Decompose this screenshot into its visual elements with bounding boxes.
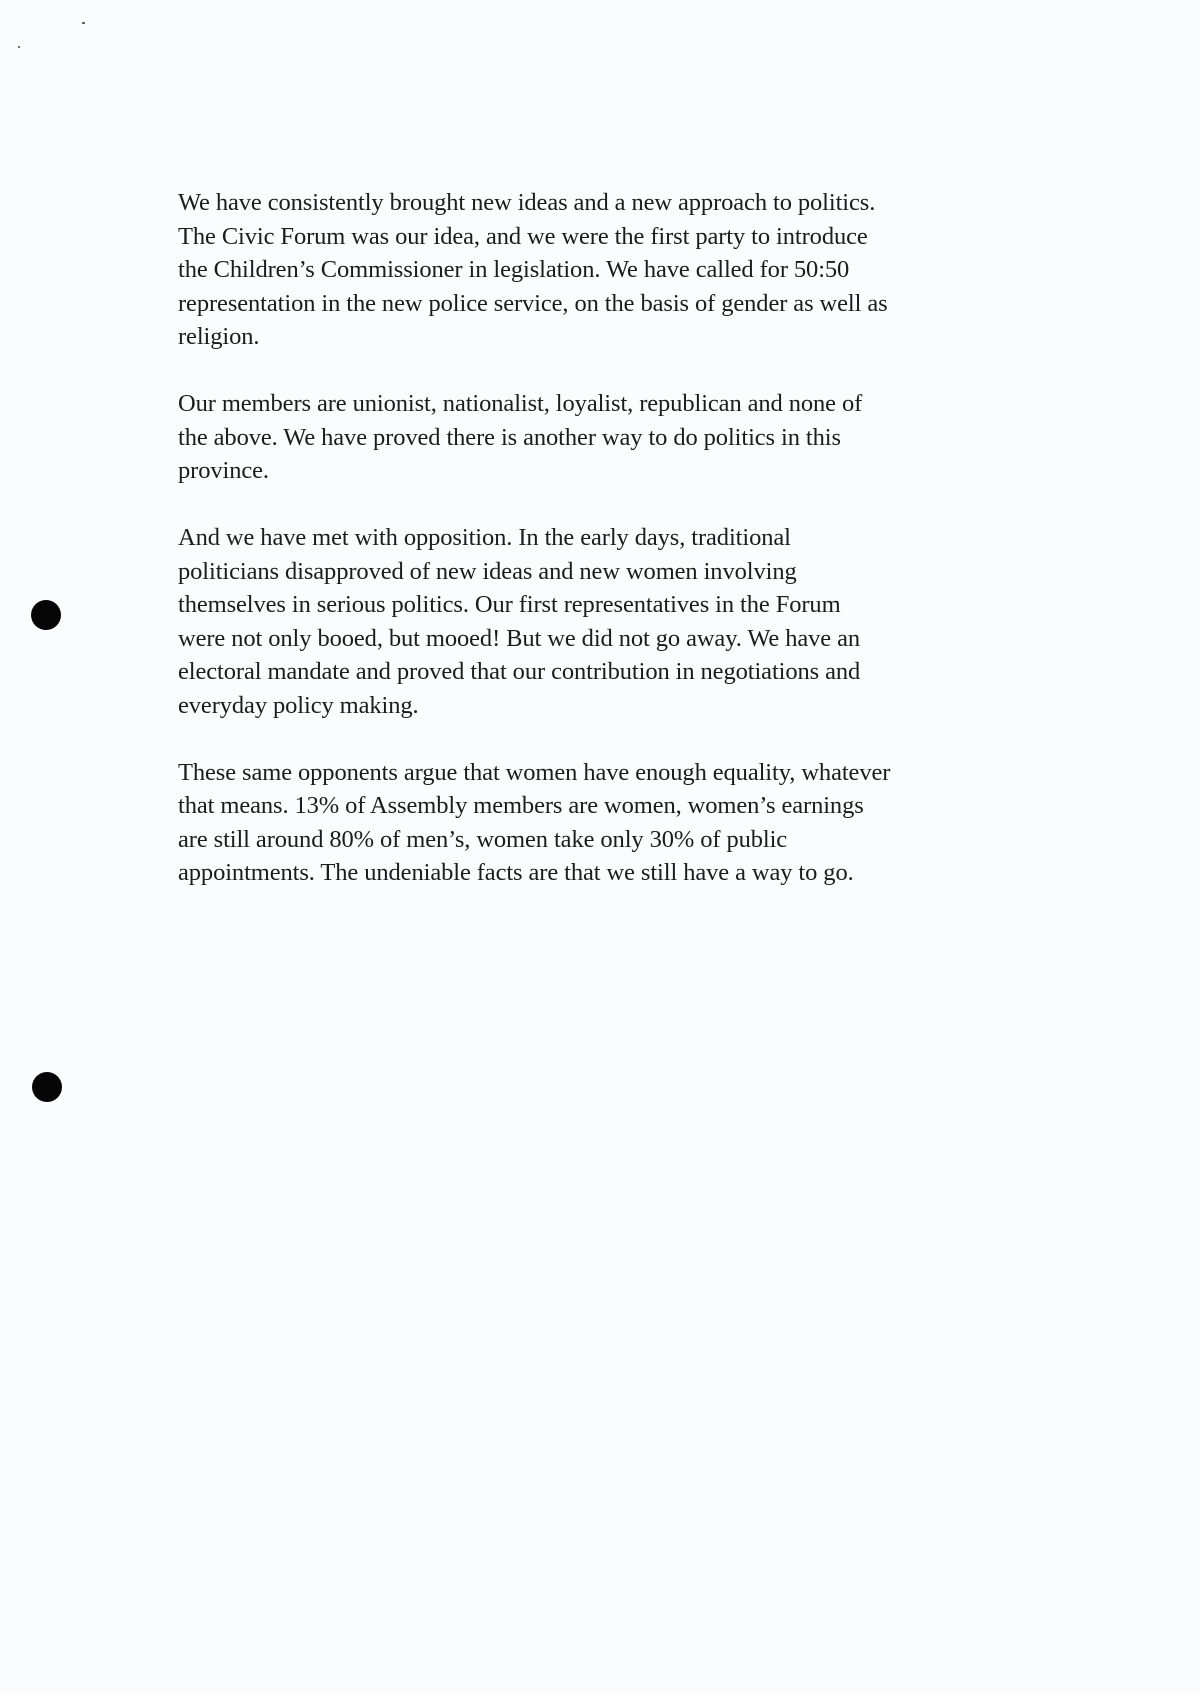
text-line: the above. We have proved there is another way to do politics in this bbox=[178, 423, 841, 451]
text-line: that means. 13% of Assembly members are women, women’s earnings bbox=[178, 792, 864, 819]
paragraph-3 bbox=[178, 521, 1038, 722]
text-line: the Children’s Commissioner in legislation. We have called for 50:50 bbox=[178, 256, 850, 283]
text-line: And we have met with opposition. In the early days, traditional bbox=[178, 524, 791, 551]
text-line: These same opponents argue that women have enough equality, whatever bbox=[178, 758, 891, 786]
text-line: We have consistently brought new ideas and a new approach to politics. bbox=[178, 189, 876, 216]
text-line: are still around 80% of men’s, women take only 30% of public bbox=[178, 825, 788, 853]
punch-hole-top bbox=[31, 600, 61, 630]
body-text bbox=[178, 186, 1038, 923]
paragraph-1 bbox=[178, 186, 1038, 354]
text-line: everyday policy making. bbox=[178, 691, 419, 719]
punch-hole-bottom bbox=[32, 1072, 62, 1102]
text-line: electoral mandate and proved that our contribution in negotiations and bbox=[178, 658, 861, 685]
text-line: The Civic Forum was our idea, and we were the first party to introduce bbox=[178, 222, 868, 250]
text-line: appointments. The undeniable facts are that we still have a way to go. bbox=[178, 859, 854, 886]
scan-speck bbox=[82, 22, 85, 24]
text-line: politicians disapproved of new ideas and new women involving bbox=[178, 557, 797, 585]
text-line: were not only booed, but mooed! But we did not go away. We have an bbox=[178, 624, 861, 652]
paragraph-2 bbox=[178, 387, 1038, 488]
text-line: Our members are unionist, nationalist, loyalist, republican and none of bbox=[178, 390, 863, 417]
paragraph-4 bbox=[178, 756, 1038, 890]
scan-speck bbox=[18, 46, 20, 48]
text-line: religion. bbox=[178, 323, 260, 350]
text-line: province. bbox=[178, 457, 269, 484]
text-line: representation in the new police service, on the basis of gender as well as bbox=[178, 289, 888, 317]
text-line: themselves in serious politics. Our first representatives in the Forum bbox=[178, 591, 841, 618]
